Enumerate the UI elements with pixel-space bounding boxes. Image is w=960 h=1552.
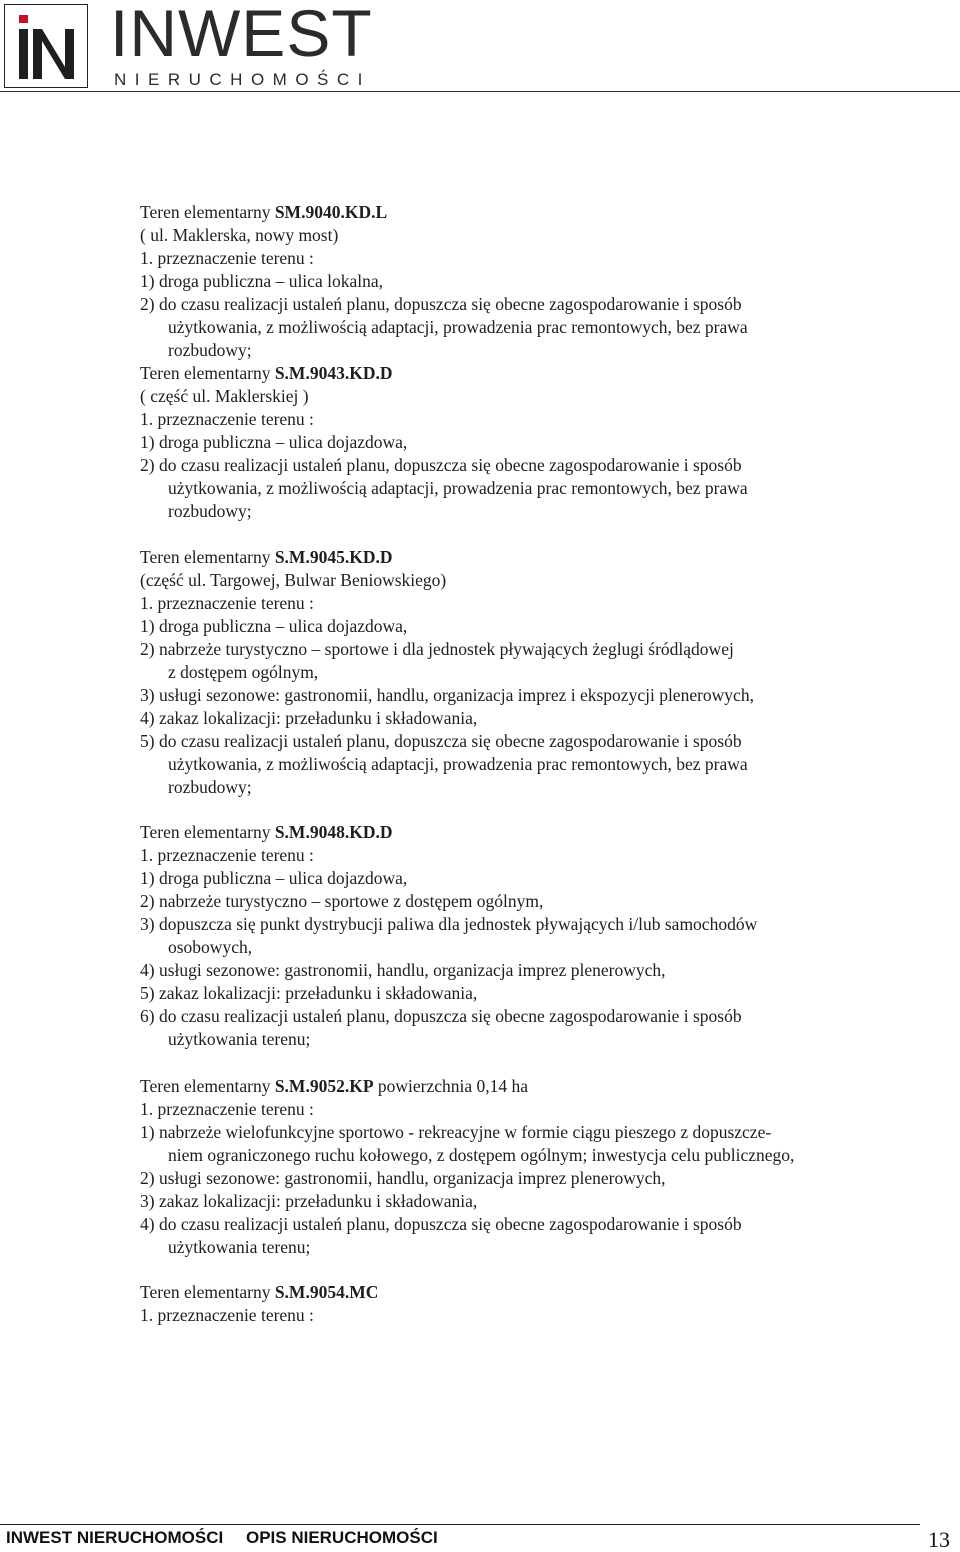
- section-line: 1. przeznaczenie terenu :: [140, 248, 314, 268]
- section-heading: [140, 546, 392, 568]
- section-line: 6) do czasu realizacji ustaleń planu, dopuszcza się obecne zagospodarowanie i sposób: [140, 1006, 742, 1026]
- section-line: 2) nabrzeże turystyczno – sportowe z dostępem ogólnym,: [140, 891, 544, 911]
- section-area: powierzchnia 0,14 ha: [373, 1076, 529, 1096]
- section-label: Teren elementarny: [140, 363, 275, 383]
- section-line: użytkowania terenu;: [168, 1237, 311, 1257]
- section-line: 4) zakaz lokalizacji: przeładunku i składowania,: [140, 708, 478, 728]
- section-line: rozbudowy;: [168, 501, 252, 521]
- page-number: 13: [928, 1527, 950, 1552]
- section-label: Teren elementarny: [140, 1282, 275, 1302]
- logo-mark-icon: [4, 4, 88, 88]
- section-code: S.M.9045.KD.D: [274, 547, 393, 567]
- section-line: 4) do czasu realizacji ustaleń planu, dopuszcza się obecne zagospodarowanie i sposób: [140, 1214, 742, 1234]
- section-line: 4) usługi sezonowe: gastronomii, handlu, organizacja imprez plenerowych,: [140, 960, 666, 980]
- section-code: SM.9040.KD.L: [274, 202, 388, 222]
- section-line: z dostępem ogólnym,: [168, 662, 319, 682]
- section-heading: [140, 362, 392, 384]
- section-line: rozbudowy;: [168, 777, 252, 797]
- section-line: 1. przeznaczenie terenu :: [140, 1099, 314, 1119]
- section-line: 1) nabrzeże wielofunkcyjne sportowo - rekreacyjne w formie ciągu pieszego z dopuszcze-: [140, 1122, 772, 1142]
- section-label: Teren elementarny: [140, 822, 275, 842]
- section-line: osobowych,: [168, 937, 253, 957]
- section-line: niem ograniczonego ruchu kołowego, z dostępem ogólnym; inwestycja celu publicznego,: [168, 1145, 795, 1165]
- section-label: Teren elementarny: [140, 1076, 275, 1096]
- section-line: 5) zakaz lokalizacji: przeładunku i składowania,: [140, 983, 478, 1003]
- section-line: 1) droga publiczna – ulica dojazdowa,: [140, 616, 408, 636]
- footer-company: INWEST NIERUCHOMOŚCI: [6, 1528, 224, 1547]
- section-line: 1) droga publiczna – ulica dojazdowa,: [140, 432, 408, 452]
- page-header: [0, 0, 960, 95]
- section-line: 3) dopuszcza się punkt dystrybucji paliwa dla jednostek pływających i/lub samochodów: [140, 914, 758, 934]
- footer-text: [6, 1528, 456, 1548]
- section-line: 1. przeznaczenie terenu :: [140, 593, 314, 613]
- section-heading: [140, 1281, 378, 1303]
- section-line: użytkowania, z możliwością adaptacji, prowadzenia prac remontowych, bez prawa: [168, 478, 748, 498]
- footer-divider: [0, 1524, 920, 1525]
- section-line: ( część ul. Maklerskiej ): [140, 386, 309, 406]
- section-label: Teren elementarny: [140, 202, 275, 222]
- section-heading: [140, 821, 392, 843]
- section-heading: [140, 1075, 528, 1097]
- footer-doc-title: OPIS NIERUCHOMOŚCI: [245, 1528, 438, 1547]
- section-code: S.M.9043.KD.D: [274, 363, 393, 383]
- section-code: S.M.9048.KD.D: [274, 822, 393, 842]
- section-line: 1) droga publiczna – ulica lokalna,: [140, 271, 383, 291]
- header-divider: [0, 91, 960, 92]
- section-line: 1) droga publiczna – ulica dojazdowa,: [140, 868, 408, 888]
- section-line: 2) do czasu realizacji ustaleń planu, dopuszcza się obecne zagospodarowanie i sposób: [140, 455, 742, 475]
- logo-wordmark: INWEST: [110, 0, 373, 70]
- section-line: 2) usługi sezonowe: gastronomii, handlu, organizacja imprez plenerowych,: [140, 1168, 666, 1188]
- section-code: S.M.9054.MC: [274, 1282, 379, 1302]
- section-line: 2) do czasu realizacji ustaleń planu, dopuszcza się obecne zagospodarowanie i sposób: [140, 294, 742, 314]
- section-line: 2) nabrzeże turystyczno – sportowe i dla jednostek pływających żeglugi śródlądowej: [140, 639, 734, 659]
- section-line: 3) usługi sezonowe: gastronomii, handlu, organizacja imprez i ekspozycji plenerowych,: [140, 685, 754, 705]
- section-label: Teren elementarny: [140, 547, 275, 567]
- section-code: S.M.9052.KP: [274, 1076, 374, 1096]
- section-line: 1. przeznaczenie terenu :: [140, 845, 314, 865]
- section-line: 1. przeznaczenie terenu :: [140, 1305, 314, 1325]
- section-line: 1. przeznaczenie terenu :: [140, 409, 314, 429]
- section-line: rozbudowy;: [168, 340, 252, 360]
- section-line: 5) do czasu realizacji ustaleń planu, dopuszcza się obecne zagospodarowanie i sposób: [140, 731, 742, 751]
- section-line: użytkowania, z możliwością adaptacji, prowadzenia prac remontowych, bez prawa: [168, 754, 748, 774]
- section-heading: [140, 201, 387, 223]
- logo-subtitle: NIERUCHOMOŚCI: [114, 70, 371, 89]
- section-line: 3) zakaz lokalizacji: przeładunku i składowania,: [140, 1191, 478, 1211]
- section-line: (część ul. Targowej, Bulwar Beniowskiego): [140, 570, 447, 590]
- section-line: użytkowania, z możliwością adaptacji, prowadzenia prac remontowych, bez prawa: [168, 317, 748, 337]
- section-line: ( ul. Maklerska, nowy most): [140, 225, 339, 245]
- section-line: użytkowania terenu;: [168, 1029, 311, 1049]
